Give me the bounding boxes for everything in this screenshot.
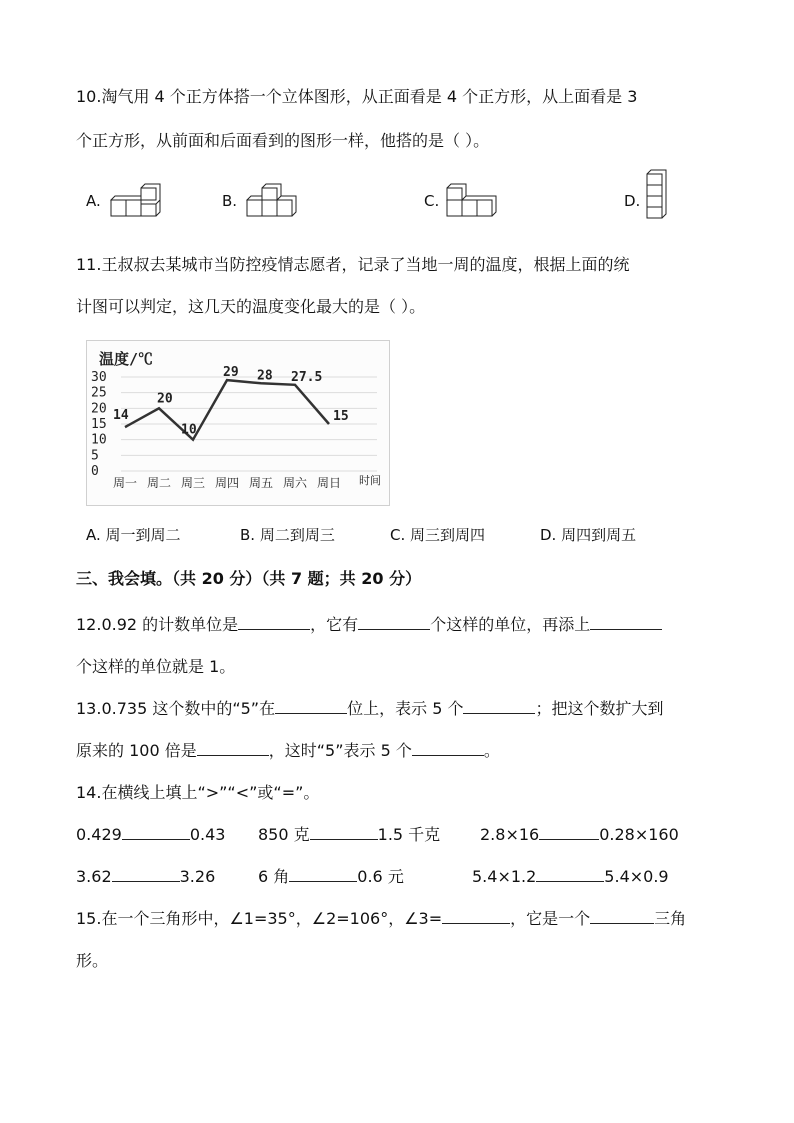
q15-blank-1[interactable] <box>442 908 510 924</box>
chart-xtick-label: 周六 <box>283 476 308 490</box>
q13-blank-2[interactable] <box>463 698 535 714</box>
chart-series-line <box>125 380 329 440</box>
q15-line1 <box>76 908 686 930</box>
q14-r2-c2 <box>258 866 404 888</box>
q14-r2-c3-left: 5.4×1.2 <box>472 867 537 886</box>
q14-r1-c3-left: 2.8×16 <box>480 825 540 844</box>
chart-xtick-label: 周一 <box>113 476 138 490</box>
chart-ytick-label: 10 <box>91 432 107 448</box>
chart-xtick-label: 周五 <box>249 476 274 490</box>
q12-line1 <box>76 614 662 636</box>
q14-r1-c1-right: 0.43 <box>189 825 226 844</box>
chart-data-label: 27.5 <box>291 369 323 385</box>
q10-option-d-cube-figure <box>644 168 670 222</box>
chart-data-label: 29 <box>223 365 239 381</box>
q13-line2 <box>76 740 500 762</box>
q13-blank-1[interactable] <box>275 698 347 714</box>
q13-text-5: ，这时“5”表示 5 个 <box>268 741 412 760</box>
q11-option-a: A. 周一到周二 <box>86 526 181 544</box>
temperature-line-chart <box>86 340 390 506</box>
chart-ytick-label: 30 <box>91 370 107 385</box>
q14-r2-c1-right: 3.26 <box>179 867 216 886</box>
q13-text-2: 位上，表示 5 个 <box>347 699 464 718</box>
q12-line2: 个这样的单位就是 1。 <box>76 657 236 676</box>
q15-text-2: ，它是一个 <box>510 909 591 928</box>
q14-r2-c2-blank[interactable] <box>289 866 357 882</box>
q10-option-d-label: D. <box>624 192 641 210</box>
chart-data-label: 14 <box>113 408 129 424</box>
chart-ytick-label: 5 <box>91 448 99 464</box>
q13-text-6: 。 <box>483 741 500 760</box>
q13-line1 <box>76 698 663 720</box>
chart-data-label: 28 <box>257 368 273 384</box>
q10-line1: 10.淘气用 4 个正方体搭一个立体图形，从正面看是 4 个正方形，从上面看是 3 <box>76 87 638 106</box>
q14-r1-c2-right: 1.5 千克 <box>377 825 441 844</box>
temperature-chart-svg <box>87 341 389 505</box>
q11-option-b: B. 周二到周三 <box>240 526 335 544</box>
q14-r2-c1-left: 3.62 <box>76 867 112 886</box>
q14-r2-c1-blank[interactable] <box>112 866 180 882</box>
q15-text-3: 三角 <box>654 909 687 928</box>
chart-xtick-label: 周三 <box>181 476 206 490</box>
chart-ytick-label: 25 <box>91 385 107 401</box>
chart-data-label: 15 <box>333 409 349 424</box>
q13-text-1: 13.0.735 这个数中的“5”在 <box>76 699 276 718</box>
q14-r1-c3-blank[interactable] <box>539 824 599 840</box>
q10-line2: 个正方形，从前面和后面看到的图形一样，他搭的是（ ）。 <box>76 131 490 150</box>
q14-r2-c2-right: 0.6 元 <box>357 867 404 886</box>
q14-r2-c1 <box>76 866 215 888</box>
q13-blank-3[interactable] <box>197 740 269 756</box>
q13-blank-4[interactable] <box>412 740 484 756</box>
q12-text-1: 12.0.92 的计数单位是 <box>76 615 239 634</box>
q14-r1-c2-blank[interactable] <box>310 824 378 840</box>
q14-r2-c3-right: 5.4×0.9 <box>604 867 669 886</box>
q14-r1-c1-left: 0.429 <box>76 825 122 844</box>
q14-r1-c1 <box>76 824 225 846</box>
chart-ylabel: 温度/℃ <box>99 350 154 368</box>
q13-text-3: ；把这个数扩大到 <box>535 699 664 718</box>
q14-r1-c2-left: 850 克 <box>258 825 310 844</box>
chart-ytick-label: 15 <box>91 417 107 432</box>
q14-title: 14.在横线上填上“>”“<”或“=”。 <box>76 783 320 802</box>
q15-line2: 形。 <box>76 951 109 970</box>
q10-option-c-cube-figure <box>444 182 498 218</box>
chart-ytick-label: 20 <box>91 401 107 417</box>
q15-blank-2[interactable] <box>590 908 654 924</box>
q14-r2-c3-blank[interactable] <box>536 866 604 882</box>
q13-text-4: 原来的 100 倍是 <box>76 741 197 760</box>
q12-blank-3[interactable] <box>590 614 662 630</box>
section3-title: 三、我会填。（共 20 分）（共 7 题；共 20 分） <box>76 569 422 588</box>
q14-r1-c3-right: 0.28×160 <box>599 825 679 844</box>
q12-blank-2[interactable] <box>358 614 430 630</box>
chart-xtick-label: 周四 <box>215 476 240 490</box>
q10-option-a-cube-figure <box>108 182 162 218</box>
chart-ytick-label: 0 <box>91 464 99 479</box>
q12-blank-1[interactable] <box>238 614 310 630</box>
q11-line2: 计图可以判定，这几天的温度变化最大的是（ ）。 <box>76 297 426 316</box>
q14-r1-c1-blank[interactable] <box>122 824 190 840</box>
q12-text-3: 个这样的单位，再添上 <box>430 615 591 634</box>
q14-r2-c3 <box>472 866 669 888</box>
q11-option-c: C. 周三到周四 <box>390 526 486 544</box>
q15-text-1: 15.在一个三角形中，∠1=35°，∠2=106°，∠3= <box>76 909 443 928</box>
chart-xtick-label: 周日 <box>317 476 342 490</box>
q14-r1-c2 <box>258 824 440 846</box>
chart-xlabel: 时间 <box>359 474 381 487</box>
q10-option-b-cube-figure <box>244 182 298 218</box>
q14-r2-c2-left: 6 角 <box>258 867 290 886</box>
q10-option-a-label: A. <box>86 192 101 210</box>
q10-option-b-label: B. <box>222 192 238 210</box>
chart-xtick-label: 周二 <box>147 476 172 490</box>
chart-data-label: 10 <box>181 422 197 438</box>
q10-option-c-label: C. <box>424 192 440 210</box>
q11-option-d: D. 周四到周五 <box>540 526 637 544</box>
chart-data-label: 20 <box>157 391 173 407</box>
q11-line1: 11.王叔叔去某城市当防控疫情志愿者，记录了当地一周的温度，根据上面的统 <box>76 255 630 274</box>
q14-r1-c3 <box>480 824 679 846</box>
q12-text-2: ，它有 <box>310 615 359 634</box>
